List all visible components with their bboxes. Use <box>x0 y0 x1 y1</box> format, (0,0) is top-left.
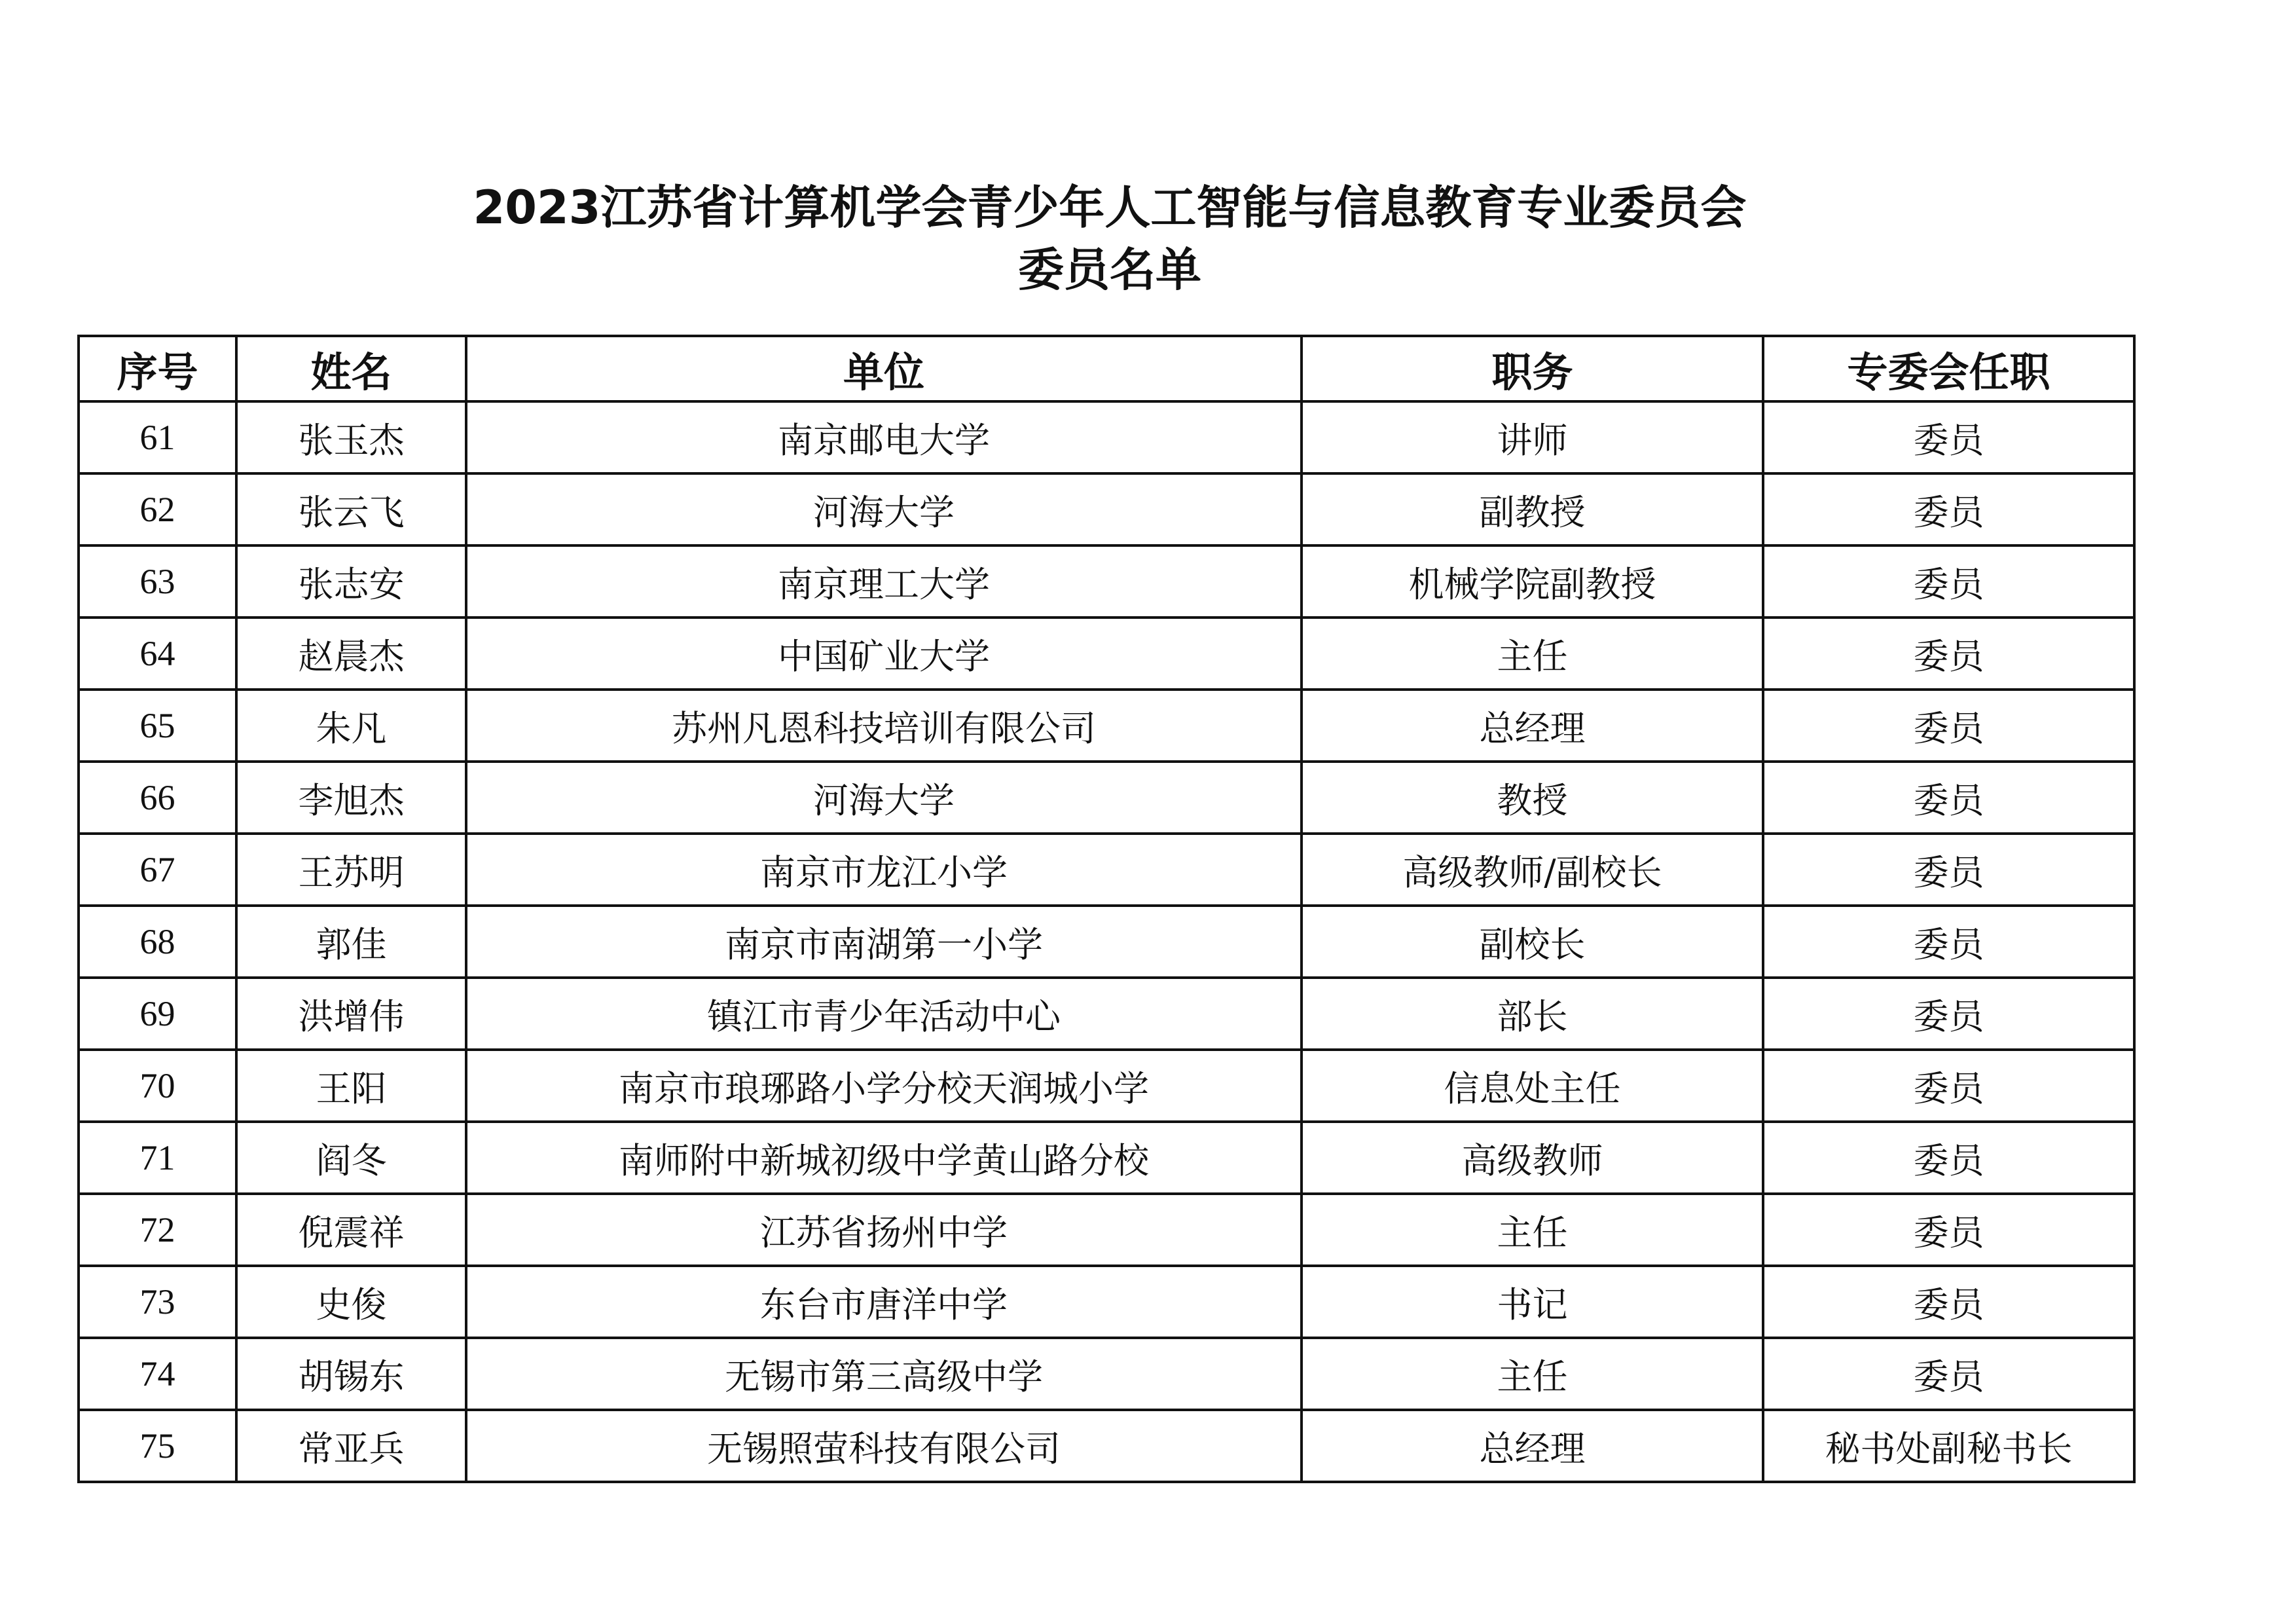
cell-unit: 东台市唐洋中学 <box>466 1266 1302 1338</box>
cell-unit: 河海大学 <box>466 473 1302 545</box>
table-row <box>79 1050 2134 1122</box>
cell-unit: 江苏省扬州中学 <box>466 1194 1302 1266</box>
cell-position: 高级教师/副校长 <box>1302 834 1763 906</box>
cell-unit: 河海大学 <box>466 762 1302 834</box>
cell-unit: 苏州凡恩科技培训有限公司 <box>466 690 1302 762</box>
cell-name: 张志安 <box>236 545 466 618</box>
cell-position: 机械学院副教授 <box>1302 545 1763 618</box>
cell-role: 委员 <box>1763 1194 2134 1266</box>
cell-name: 李旭杰 <box>236 762 466 834</box>
cell-role: 委员 <box>1763 401 2134 473</box>
cell-unit: 南京市龙江小学 <box>466 834 1302 906</box>
cell-unit: 南京市琅琊路小学分校天润城小学 <box>466 1050 1302 1122</box>
cell-name: 胡锡东 <box>236 1338 466 1410</box>
cell-name: 朱凡 <box>236 690 466 762</box>
cell-unit: 南京市南湖第一小学 <box>466 906 1302 978</box>
cell-index: 65 <box>79 690 236 762</box>
cell-index: 75 <box>79 1410 236 1482</box>
table-row <box>79 1410 2134 1482</box>
header-unit: 单位 <box>466 336 1302 401</box>
cell-index: 74 <box>79 1338 236 1410</box>
title-line-1: 2023江苏省计算机学会青少年人工智能与信息教育专业委员会 <box>473 181 1747 234</box>
cell-role: 委员 <box>1763 762 2134 834</box>
cell-index: 66 <box>79 762 236 834</box>
cell-name: 常亚兵 <box>236 1410 466 1482</box>
cell-unit: 无锡照萤科技有限公司 <box>466 1410 1302 1482</box>
cell-role: 委员 <box>1763 1266 2134 1338</box>
cell-role: 委员 <box>1763 618 2134 690</box>
cell-position: 主任 <box>1302 618 1763 690</box>
header-role: 专委会任职 <box>1763 336 2134 401</box>
table-row <box>79 834 2134 906</box>
cell-role: 委员 <box>1763 834 2134 906</box>
cell-position: 副教授 <box>1302 473 1763 545</box>
cell-unit: 无锡市第三高级中学 <box>466 1338 1302 1410</box>
cell-name: 张玉杰 <box>236 401 466 473</box>
cell-index: 72 <box>79 1194 236 1266</box>
cell-name: 张云飞 <box>236 473 466 545</box>
table-row <box>79 473 2134 545</box>
table-row <box>79 690 2134 762</box>
header-index: 序号 <box>79 336 236 401</box>
table-row <box>79 762 2134 834</box>
table-row <box>79 1266 2134 1338</box>
table-row <box>79 401 2134 473</box>
table-row <box>79 1122 2134 1194</box>
cell-role: 委员 <box>1763 1050 2134 1122</box>
cell-index: 71 <box>79 1122 236 1194</box>
cell-position: 主任 <box>1302 1194 1763 1266</box>
cell-unit: 南师附中新城初级中学黄山路分校 <box>466 1122 1302 1194</box>
cell-role: 秘书处副秘书长 <box>1763 1410 2134 1482</box>
cell-position: 信息处主任 <box>1302 1050 1763 1122</box>
cell-position: 教授 <box>1302 762 1763 834</box>
cell-name: 倪震祥 <box>236 1194 466 1266</box>
document-title <box>0 177 2219 301</box>
table-row <box>79 906 2134 978</box>
cell-position: 总经理 <box>1302 1410 1763 1482</box>
cell-index: 62 <box>79 473 236 545</box>
cell-role: 委员 <box>1763 1338 2134 1410</box>
cell-position: 主任 <box>1302 1338 1763 1410</box>
cell-role: 委员 <box>1763 545 2134 618</box>
cell-unit: 镇江市青少年活动中心 <box>466 978 1302 1050</box>
cell-position: 高级教师 <box>1302 1122 1763 1194</box>
cell-unit: 中国矿业大学 <box>466 618 1302 690</box>
table-row <box>79 978 2134 1050</box>
header-row <box>79 336 2134 401</box>
cell-name: 洪增伟 <box>236 978 466 1050</box>
cell-position: 部长 <box>1302 978 1763 1050</box>
cell-position: 讲师 <box>1302 401 1763 473</box>
cell-name: 赵晨杰 <box>236 618 466 690</box>
cell-unit: 南京邮电大学 <box>466 401 1302 473</box>
cell-unit: 南京理工大学 <box>466 545 1302 618</box>
header-name: 姓名 <box>236 336 466 401</box>
title-line-2: 委员名单 <box>1018 243 1201 297</box>
cell-name: 王苏明 <box>236 834 466 906</box>
cell-role: 委员 <box>1763 473 2134 545</box>
cell-name: 史俊 <box>236 1266 466 1338</box>
cell-role: 委员 <box>1763 978 2134 1050</box>
cell-position: 书记 <box>1302 1266 1763 1338</box>
cell-index: 63 <box>79 545 236 618</box>
cell-role: 委员 <box>1763 1122 2134 1194</box>
cell-position: 副校长 <box>1302 906 1763 978</box>
table-row <box>79 1338 2134 1410</box>
cell-position: 总经理 <box>1302 690 1763 762</box>
cell-name: 阎冬 <box>236 1122 466 1194</box>
cell-name: 王阳 <box>236 1050 466 1122</box>
header-position: 职务 <box>1302 336 1763 401</box>
cell-role: 委员 <box>1763 906 2134 978</box>
cell-name: 郭佳 <box>236 906 466 978</box>
cell-index: 61 <box>79 401 236 473</box>
cell-index: 73 <box>79 1266 236 1338</box>
cell-index: 68 <box>79 906 236 978</box>
table-row <box>79 618 2134 690</box>
cell-index: 67 <box>79 834 236 906</box>
table-row <box>79 1194 2134 1266</box>
table-row <box>79 545 2134 618</box>
cell-index: 70 <box>79 1050 236 1122</box>
cell-role: 委员 <box>1763 690 2134 762</box>
cell-index: 64 <box>79 618 236 690</box>
member-table <box>77 335 2136 1483</box>
cell-index: 69 <box>79 978 236 1050</box>
